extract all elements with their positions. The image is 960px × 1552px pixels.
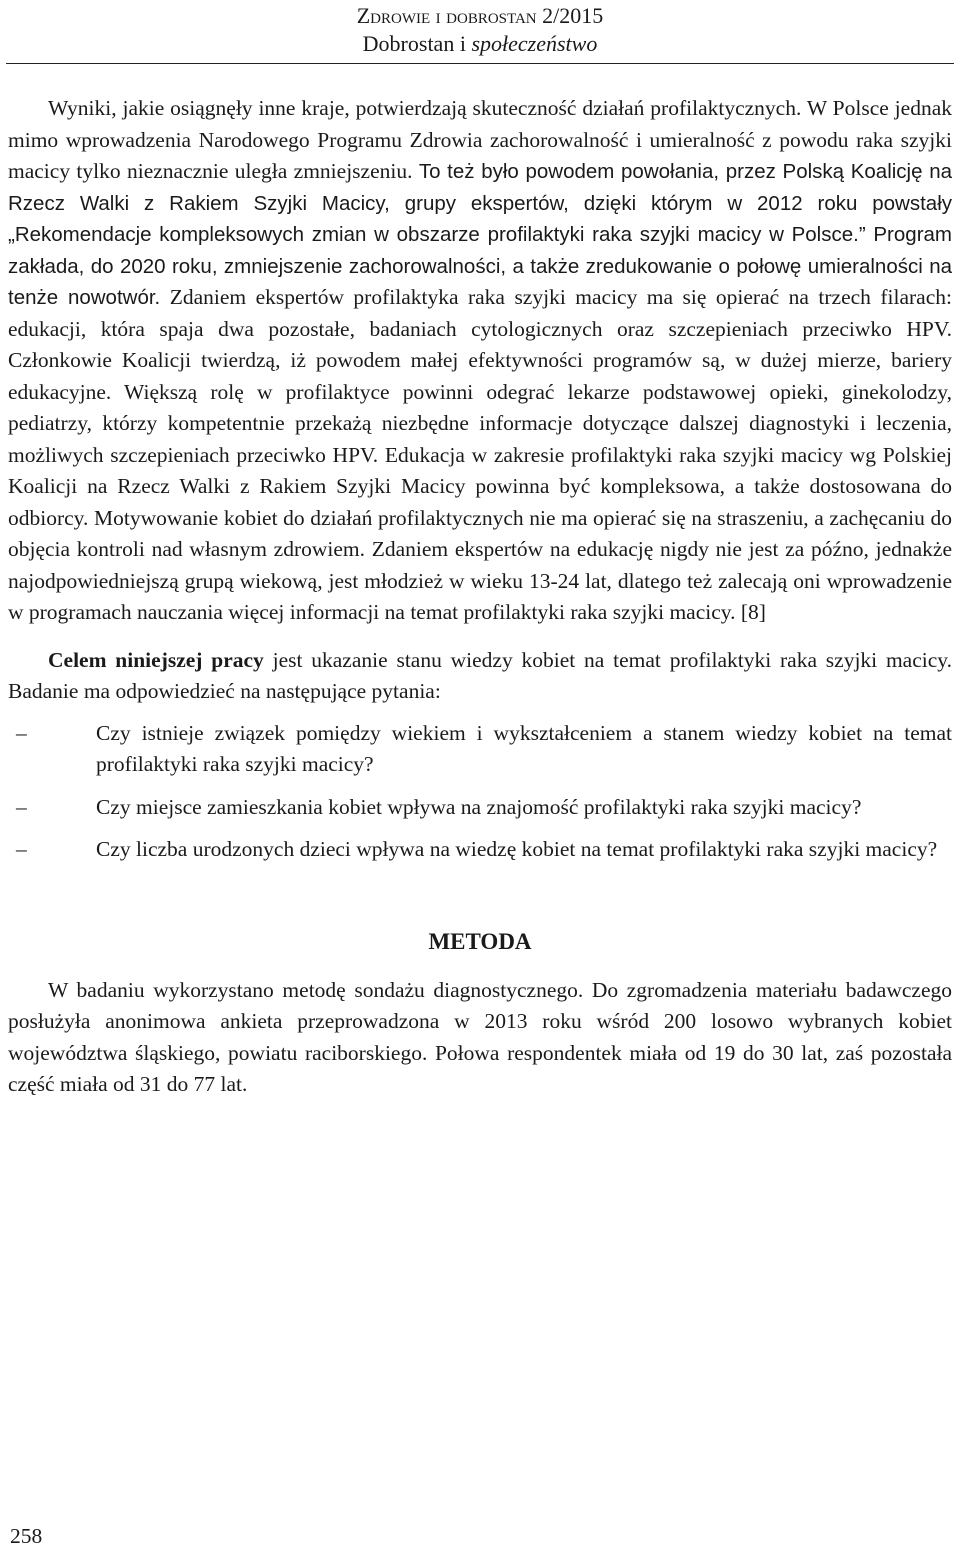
paragraph-gap (8, 629, 952, 645)
header-rule (6, 63, 954, 64)
dash-bullet: – (16, 720, 27, 745)
paragraph-background-start: Wyniki, jakie osiągnęły inne kraje, potwierdzają skuteczność działań profilaktycznych. W Polsce jednak mimo wprowadzenia Narodowego Programu Zdrowia zachorowalność i umieralność z powodu raka szyjki macicy tylko nieznacznie uległa zmniejszeniu. (8, 96, 952, 183)
section-title-regular: Dobrostan i (362, 31, 466, 56)
question-text: Czy istnieje związek pomiędzy wiekiem i wykształceniem a stanem wiedzy kobiet na temat profilaktyki raka szyjki macicy? (96, 720, 952, 776)
question-text: Czy miejsce zamieszkania kobiet wpływa na znajomość profilaktyki raka szyjki macicy? (96, 794, 862, 819)
paragraph-method: W badaniu wykorzystano metodę sondażu diagnostycznego. Do zgromadzenia materiału badawczego posłużyła anonimowa ankieta przeprowadzona w 2013 roku wśród 200 losowo wybranych kobiet województwa śląskiego, powiatu raciborskiego. Połowa respondentek miała od 19 do 30 lat, zaś pozostała część miała od 31 do 77 lat. (8, 977, 952, 1096)
running-header (0, 0, 960, 58)
list-item (8, 718, 952, 781)
question-text: Czy liczba urodzonych dzieci wpływa na wiedzę kobiet na temat profilaktyki raka szyjki macicy? (96, 837, 938, 861)
aim-text: jest ukazanie stanu wiedzy kobiet na temat profilaktyki raka szyjki macicy. Badanie ma odpowiedzieć na następujące pytania: (8, 647, 952, 703)
method-heading: METODA (428, 928, 532, 954)
dash-bullet: – (16, 837, 27, 861)
journal-title (0, 2, 960, 30)
article-body (8, 93, 952, 1101)
aim-bold: Celem niniejszej pracy (48, 647, 264, 672)
journal-issue: 2/2015 (542, 3, 604, 28)
section-title-italic: społeczeństwo (471, 31, 598, 56)
research-questions (8, 718, 952, 866)
journal-name: Zdrowie i dobrostan (356, 3, 537, 28)
paragraph-aim (8, 645, 952, 708)
list-item (8, 834, 952, 866)
section-title (0, 30, 960, 58)
list-item (8, 792, 952, 824)
dash-bullet: – (16, 794, 27, 819)
paragraph-background-experts: Zdaniem ekspertów profilaktyka raka szyjki macicy ma się opierać na trzech filarach: edukacji, która spaja dwa pozostałe, badaniach cytologicznych oraz szczepieniach przeciwko HPV. Członkowie Koalicji twierdzą, iż powodem małej efektywności programów są, w dużej mierze, bariery edukacyjne. Większą rolę w profilaktyce powinni odegrać lekarze podstawowej opieki, ginekolodzy, pediatrzy, którzy kompetentnie przekażą niezbędne informacje dotyczące dalszej diagnostyki i leczenia, możliwych szczepieniach przeciwko HPV. Edukacja w zakresie profilaktyki raka szyjki macicy wg Polskiej Koalicji na Rzecz Walki z Rakiem Szyjki Macicy powinna być kompleksowa, a także dostosowana do odbiorcy. Motywowanie kobiet do działań profilaktycznych nie ma opierać się na straszeniu, a zachęcaniu do objęcia kontroli nad własnym zdrowiem. Zdaniem ekspertów na edukację nigdy nie jest za późno, jednakże najodpowiedniejszą grupą wiekową, jest młodzież w wieku 13-24 lat, dlatego też zalecają oni wprowadzenie w programach nauczania więcej informacji na temat profilaktyki raka szyjki macicy. [8] (8, 285, 952, 624)
paragraph-background-recommendations: To też było powodem powołania, przez Polską Koalicję na Rzecz Walki z Rakiem Szyjki Macicy, grupy ekspertów, dzięki którym w 2012 roku powstały „Rekomendacje kompleksowych zmian w obszarze profilaktyki raka szyjki macicy w Polsce.” Program zakłada, do 2020 roku, zmniejszenie zachorowalności, a także zredukowanie o połowę umieralności na tenże nowotwór. (8, 160, 952, 309)
paragraph-background (8, 93, 952, 629)
page-number: 258 (10, 1524, 43, 1548)
